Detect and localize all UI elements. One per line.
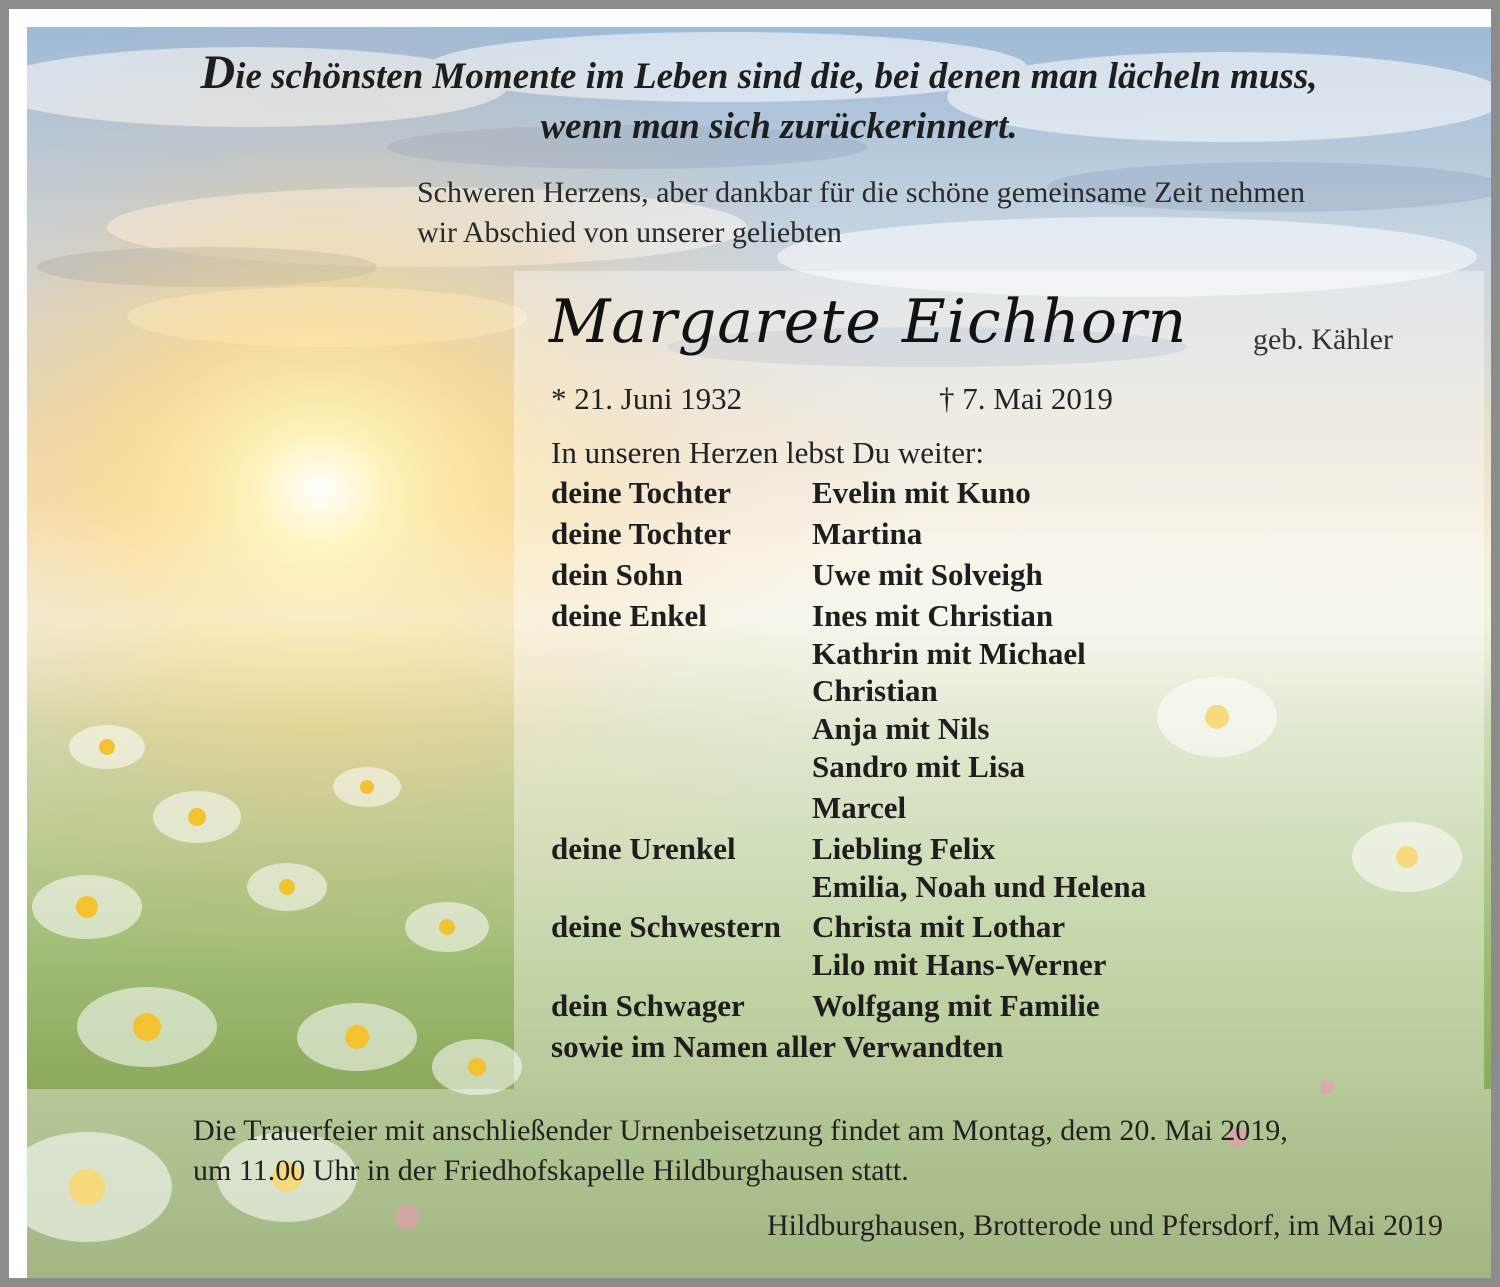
- mourner-names: Christa mit Lothar: [812, 909, 1066, 944]
- mourner-relation: deine Tochter: [551, 516, 731, 551]
- mourner-names: Liebling Felix: [812, 831, 996, 866]
- mourner-relation: deine Enkel: [551, 598, 707, 633]
- mourner-names: Wolfgang mit Familie: [812, 988, 1100, 1023]
- intro-line-2: wir Abschied von unserer geliebten: [417, 216, 842, 249]
- mourner-names: Uwe mit Solveigh: [812, 557, 1043, 592]
- intro-line-1: Schweren Herzens, aber dankbar für die schöne gemeinsame Zeit nehmen: [417, 176, 1305, 209]
- mourner-relation: deine Urenkel: [551, 831, 736, 866]
- mourner-names: Emilia, Noah und Helena: [812, 869, 1147, 904]
- quote-line-1-text: ie schönsten Momente im Leben sind die, bei denen man lächeln muss,: [235, 56, 1318, 97]
- quote-initial: D: [200, 46, 236, 99]
- mourner-names: Evelin mit Kuno: [812, 475, 1031, 510]
- mourners-closing: sowie im Namen aller Verwandten: [551, 1029, 1004, 1064]
- mourner-names: Marcel: [812, 790, 907, 825]
- mourner-relation: dein Schwager: [551, 988, 745, 1023]
- mourner-names: Anja mit Nils: [812, 711, 990, 746]
- mourner-names: Christian: [812, 673, 938, 708]
- mourner-names: Kathrin mit Michael: [812, 636, 1086, 671]
- birth-date: * 21. Juni 1932: [551, 381, 743, 416]
- service-line-2: um 11.00 Uhr in der Friedhofskapelle Hildburghausen statt.: [193, 1154, 909, 1187]
- deceased-name: Margarete Eichhorn: [549, 287, 1188, 357]
- mourner-relation: deine Schwestern: [551, 909, 781, 944]
- mourner-names: Sandro mit Lisa: [812, 749, 1026, 784]
- maiden-name: geb. Kähler: [1253, 323, 1393, 356]
- mourner-relation: dein Sohn: [551, 557, 683, 592]
- mourners-lead: In unseren Herzen lebst Du weiter:: [551, 435, 984, 470]
- mourner-names: Lilo mit Hans-Werner: [812, 947, 1107, 982]
- quote-line-1: [27, 46, 1491, 99]
- quote-line-2: wenn man sich zurückerinnert.: [540, 106, 1018, 147]
- mourner-relation: deine Tochter: [551, 475, 731, 510]
- death-date: † 7. Mai 2019: [939, 381, 1113, 416]
- place-date: Hildburghausen, Brotterode und Pfersdorf, im Mai 2019: [766, 1209, 1443, 1242]
- mourner-names: Ines mit Christian: [812, 598, 1054, 633]
- service-line-1: Die Trauerfeier mit anschließender Urnenbeisetzung findet am Montag, dem 20. Mai 2019,: [193, 1114, 1288, 1147]
- mourner-names: Martina: [812, 516, 923, 551]
- obituary-content: [27, 27, 1491, 1278]
